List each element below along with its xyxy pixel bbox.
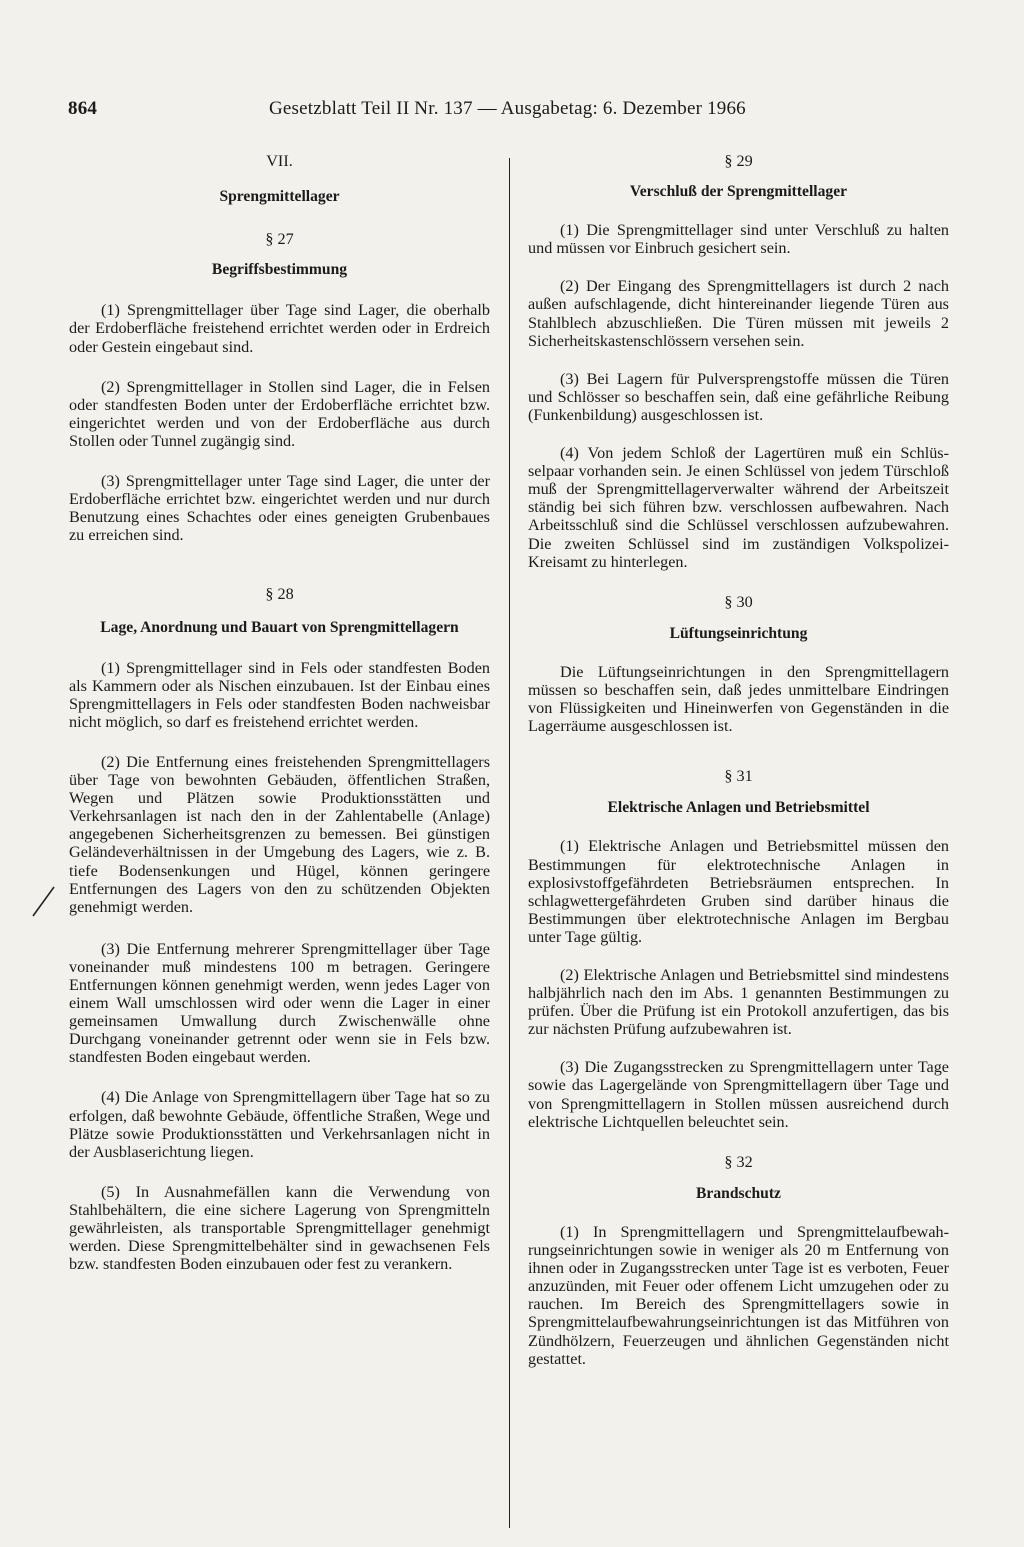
section-27-paragraph-2: (2) Sprengmittellager in Stollen sind Lager, die in Felsen oder standfesten Boden unter der Erdoberfläche errichtet bzw. eingerichtet werden und von der Erdoberfläche aus durch Stollen oder Tunnel zugängig sind. (69, 377, 490, 450)
section-30-title: Lüftungseinrichtung (669, 624, 808, 642)
section-30-number: § 30 (724, 592, 753, 611)
section-28-paragraph-2: (2) Die Entfernung eines freistehenden Sprengmittellagers über Tage von bewohnten Gebäuden, öffentlichen Straßen, Wegen und Plätzen sowie Produktionsstätten und Verkehrsanlagen ist nach den in der Zahlentabelle (Anlage) angegebenen Sicherheitsgrenzen zu bemessen. Bei günstigen Geländeverhältnissen in der Umgebung des Lagers, wie z. B. tiefe Bodensenkungen und Hügel, können geringere Entfernungen des Lagers von den zu schützenden Objekten genehmigt werden. (69, 752, 490, 916)
left-column (69, 152, 490, 1273)
section-28-title: Lage, Anordnung und Bauart von Sprengmittellagern (100, 618, 459, 636)
section-28-paragraph-3: (3) Die Entfernung mehrerer Sprengmittellager über Tage voneinander muß mindestens 100 m betragen. Geringere Entfernungen können genehmigt werden, wenn jedes Lager von einem Wall umschlossen wird oder wenn die Lager in einer gemeinsamen Umwallung durch Zwischenwälle ohne Durchgang voneinander getrennt oder wenn sie in Fels bzw. standfesten Boden eingebaut werden. (69, 939, 490, 1067)
section-31-number: § 31 (724, 767, 753, 786)
section-28-paragraph-5: (5) In Ausnahmefällen kann die Verwendung von Stahlbehältern, die eine sichere Lagerung von Sprengmitteln gewährleisten, als transportable Sprengmittellager genehmigt werden. Diese Sprengmittelbehälter sind in gewachsenen Fels bzw. standfesten Boden einzubauen oder fest zu verankern. (69, 1182, 490, 1274)
section-30-paragraph-1: Die Lüftungseinrichtungen in den Sprengmittellagern müssen so beschaffen sein, daß jedes unmittelbare Eindringen von Flüssigkeiten und Hineinwerfen von Gegenständen in die Lagerräume ausgeschlossen ist. (528, 662, 949, 736)
section-28-number: § 28 (265, 585, 294, 604)
page-header (68, 98, 948, 124)
section-31-paragraph-3: (3) Die Zugangsstrecken zu Sprengmittellagern unter Tage sowie das Lagergelände von Sprengmittellagern über Tage und von Sprengmittellagern in Stollen müssen ausreichend durch elektrische Lichtquellen beleuchtet sein. (528, 1058, 949, 1131)
section-27-paragraph-3: (3) Sprengmittellager unter Tage sind Lager, die unter der Erdoberfläche errichtet bzw. eingerichtet werden und nur durch Benutzung eines Schachtes oder eines geneigten Grubenbaues zu erreichen sind. (69, 472, 490, 545)
section-29-paragraph-2: (2) Der Eingang des Sprengmittellagers ist durch 2 nach außen aufschlagende, dicht hintereinander liegende Türen aus Stahlblech abzuschließen. Die Türen müssen mit jeweils 2 Sicherheitskastenschlössern versehen sein. (528, 277, 949, 350)
right-column (528, 152, 949, 1368)
section-27-paragraph-1: (1) Sprengmittellager über Tage sind Lager, die oberhalb der Erdoberfläche freistehend errichtet werden oder in Erdreich oder Gestein eingebaut sind. (69, 301, 490, 356)
section-32-title: Brandschutz (696, 1184, 781, 1202)
section-32-number: § 32 (724, 1152, 753, 1171)
section-31-paragraph-2: (2) Elektrische Anlagen und Betriebsmittel sind mindestens halbjährlich nach den im Abs. 1 genannten Bestimmungen zu prüfen. Über die Prüfung ist ein Protokoll anzufertigen, das bis zur nächsten Prüfung aufzubewahren ist. (528, 966, 949, 1039)
section-29-paragraph-4: (4) Von jedem Schloß der Lagertüren muß ein Schlüsselpaar vorhanden sein. Je einen Schlüssel von jedem Türschloß muß der Sprengmittellagerverwalter während der Arbeitszeit ständig bei sich führen bzw. verschlossen aufbewahren. Nach Arbeitsschluß sind die Schlüssel verschlossen aufzubewahren. Die zweiten Schlüssel sind im zuständigen Volkspolizei-Kreisamt zu hinterlegen. (528, 444, 949, 571)
gazette-title: Gesetzblatt Teil II Nr. 137 — Ausgabetag: 6. Dezember 1966 (269, 98, 746, 119)
section-31-title: Elektrische Anlagen und Betriebsmittel (607, 799, 870, 817)
section-29-title: Verschluß der Sprengmittellager (629, 183, 848, 201)
section-29-number: § 29 (724, 152, 753, 170)
chapter-number: VII. (266, 152, 293, 170)
section-28-paragraph-4: (4) Die Anlage von Sprengmittellagern über Tage hat so zu erfolgen, daß bewohnte Gebäude, öffentliche Straßen, Wege und Plätze sowie Produktionsstätten und Verkehrsanlagen nicht in der Ausblaserichtung liegen. (69, 1088, 490, 1161)
section-29-paragraph-3: (3) Bei Lagern für Pulversprengstoffe müssen die Türen und Schlösser so beschaffen sein, daß eine gefährliche Reibung (Funkenbildung) ausgeschlossen ist. (528, 369, 949, 424)
section-29-paragraph-1: (1) Die Sprengmittellager sind unter Verschluß zu halten und müssen vor Einbruch gesichert sein. (528, 221, 949, 258)
chapter-title: Sprengmittellager (219, 188, 340, 206)
page-number: 864 (68, 98, 98, 119)
section-27-title: Begriffsbestimmung (211, 261, 348, 279)
margin-pen-mark (30, 885, 56, 921)
section-32-paragraph-1: (1) In Sprengmittellagern und Sprengmittelaufbewahrungseinrichtungen sowie in weniger als 20 m Entfernung von ihnen oder in Zugangsstrecken unter Tage ist es verboten, Feuer anzuzünden, mit Feuer oder offenem Licht umzugehen oder zu rauchen. Im Bereich des Sprengmittellagers sowie in Sprengmittelaufbewahrungseinrichtungen ist das Mitführen von Zündhölzern, Feuerzeugen und ähnlichen Gegenständen nicht gestattet. (528, 1222, 949, 1368)
section-31-paragraph-1: (1) Elektrische Anlagen und Betriebsmittel müssen den Bestimmungen für elektrotechnische Anlagen in explosivstoffgefährdeten Betriebsräumen entsprechen. In schlagwettergefährdeten Gruben sind darüber hinaus die Bestimmungen über elektrotechnische Anlagen im Bergbau unter Tage gültig. (528, 837, 949, 946)
column-divider (509, 158, 510, 1528)
section-27-number: § 27 (265, 230, 294, 249)
section-28-paragraph-1: (1) Sprengmittellager sind in Fels oder standfesten Boden als Kammern oder als Nischen einzubauen. Ist der Einbau eines Sprengmittellagers in Fels oder standfesten Boden nachweisbar nicht möglich, so darf es freistehend errichtet werden. (69, 658, 490, 731)
